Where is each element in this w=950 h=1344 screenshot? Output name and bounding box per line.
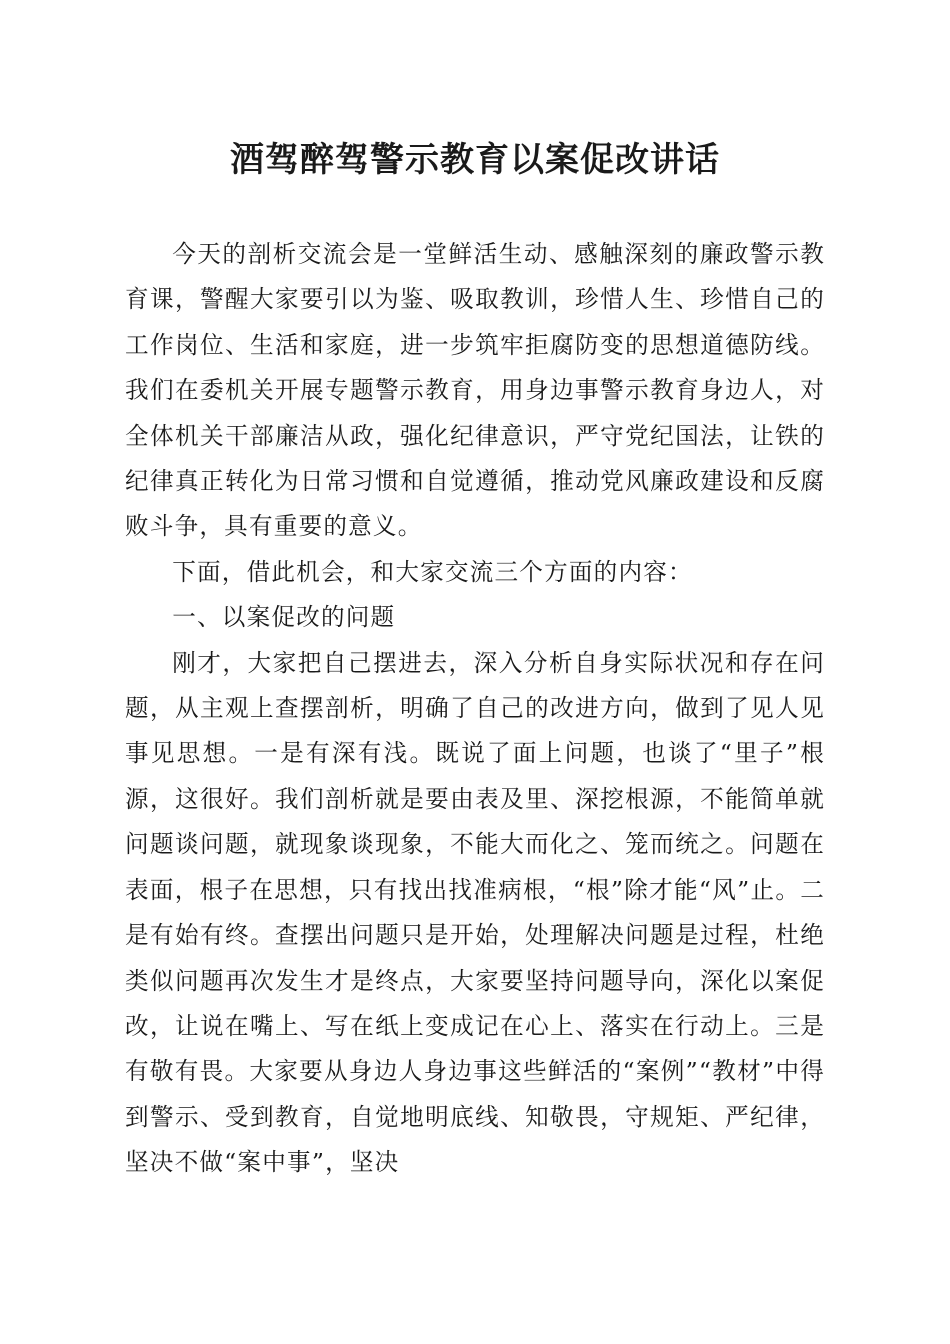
document-title: 酒驾醉驾警示教育以案促改讲话 (230, 140, 720, 180)
section-heading: 一、以案促改的问题 (172, 603, 396, 632)
section-paragraph: 刚才，大家把自己摆进去，深入分析自身实际状况和存在问题，从主观上查摆剖析，明确了自己的改进方向，做到了见人见事见思想。一是有深有浅。既说了面上问题，也谈了“里子”根源，这很好。我们剖析就是要由表及里、深挖根源，不能简单就问题谈问题，就现象谈现象，不能大而化之、笼而统之。问题在表面，根子在思想，只有找出找准病根，“根”除才能“风”止。二是有始有终。查摆出问题只是开始，处理解决问题是过程，杜绝类似问题再次发生才是终点，大家要坚持问题导向，深化以案促改，让说在嘴上、写在纸上变成记在心上、落实在行动上。三是有敬有畏。大家要从身边人身边事这些鲜活的“案例”“教材”中得到警示、受到教育，自觉地明底线、知敬畏，守规矩、严纪律，坚决不做“案中事”，坚决 (125, 648, 825, 1177)
document-body (125, 232, 825, 1186)
intro-paragraph: 今天的剖析交流会是一堂鲜活生动、感触深刻的廉政警示教育课，警醒大家要引以为鉴、吸取教训，珍惜人生、珍惜自己的工作岗位、生活和家庭，进一步筑牢拒腐防变的思想道德防线。我们在委机关开展专题警示教育，用身边事警示教育身边人，对全体机关干部廉洁从政，强化纪律意识，严守党纪国法，让铁的纪律真正转化为日常习惯和自觉遵循，推动党风廉政建设和反腐败斗争，具有重要的意义。 (125, 240, 825, 541)
transition-paragraph: 下面，借此机会，和大家交流三个方面的内容： (172, 557, 693, 586)
